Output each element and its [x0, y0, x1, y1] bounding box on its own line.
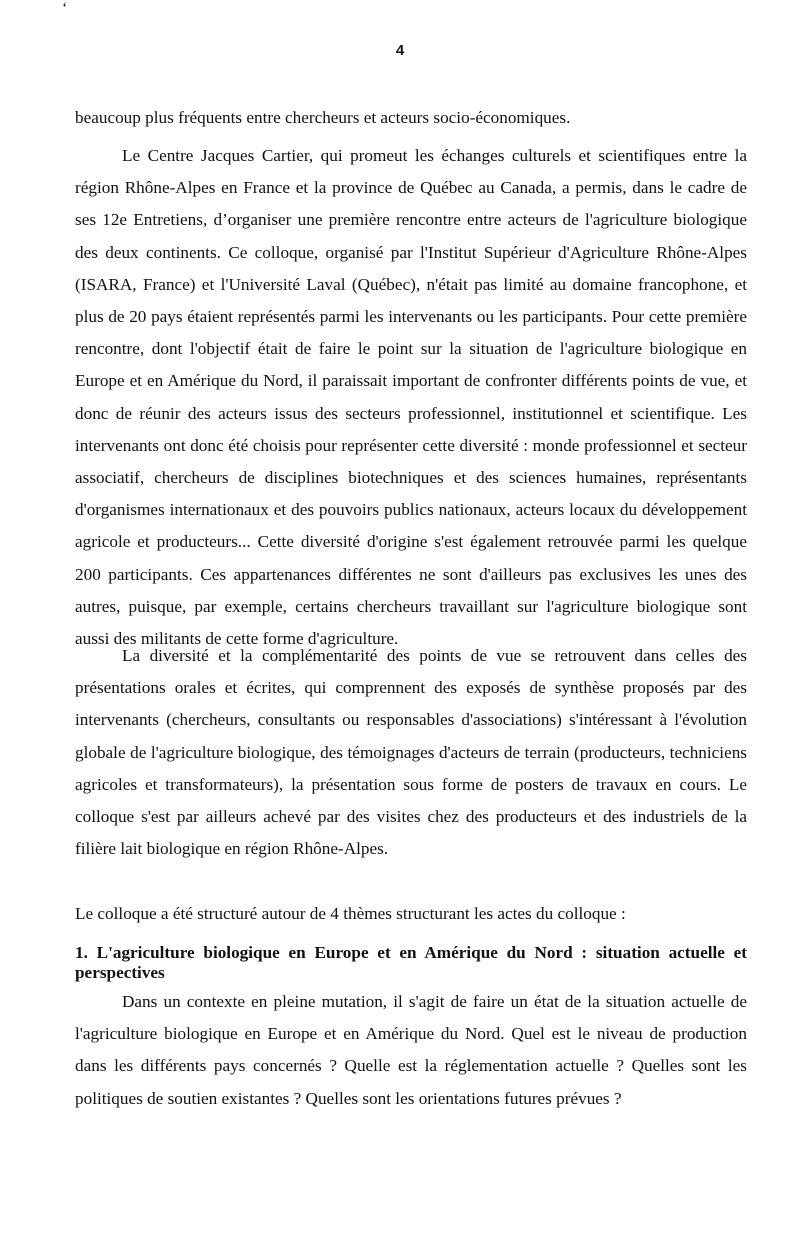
section-heading: 1. L'agriculture biologique en Europe et en Amérique du Nord : situation actuelle et perspectives — [75, 943, 747, 982]
section-paragraph: Dans un contexte en pleine mutation, il s'agit de faire un état de la situation actuelle de l'agriculture biologique en Europe et en Amérique du Nord. Quel est le niveau de production dans les différents pays concernés ? Quelle est la réglementation actuelle ? Quelles sont les politiques de soutien existantes ? Quelles sont les orientations futures prévues ? — [75, 992, 747, 1108]
page-number: 4 — [395, 42, 405, 59]
scan-mark: ʻ — [62, 0, 68, 17]
paragraph-intro-continuation: beaucoup plus fréquents entre chercheurs et acteurs socio-économiques. — [75, 108, 571, 127]
paragraph-diversite: La diversité et la complémentarité des points de vue se retrouvent dans celles des présentations orales et écrites, qui comprennent des exposés de synthèse proposés par des intervenants (chercheurs, consultants ou responsables d'associations) s'intéressant à l'évolution globale de l'agriculture biologique, des témoignages d'acteurs de terrain (producteurs, techniciens agricoles et transformateurs), la présentation sous forme de posters de travaux en cours. Le colloque s'est par ailleurs achevé par des visites chez des producteurs et des industriels de la filière lait biologique en région Rhône-Alpes. — [75, 646, 747, 859]
paragraph-structure: Le colloque a été structuré autour de 4 thèmes structurant les actes du colloque : — [75, 904, 626, 923]
paragraph-centre-jacques-cartier: Le Centre Jacques Cartier, qui promeut les échanges culturels et scientifiques entre la région Rhône-Alpes en France et la province de Québec au Canada, a permis, dans le cadre de ses 12e Entretiens, d’organiser une première rencontre entre acteurs de l'agriculture biologique des deux continents. Ce colloque, organisé par l'Institut Supérieur d'Agriculture Rhône-Alpes (ISARA, France) et l'Université Laval (Québec), n'était pas limité au domaine francophone, et plus de 20 pays étaient représentés parmi les intervenants ou les participants. Pour cette première rencontre, dont l'objectif était de faire le point sur la situation de l'agriculture biologique en Europe et en Amérique du Nord, il paraissait important de confronter différents points de vue, et donc de réunir des acteurs issus des secteurs professionnel, institutionnel et scientifique. Les intervenants ont donc été choisis pour représenter cette diversité : monde professionnel et secteur associatif, chercheurs de disciplines biotechniques et des sciences humaines, représentants d'organismes internationaux et des pouvoirs publics nationaux, acteurs locaux du développement agricole et producteurs... Cette diversité d'origine s'est également retrouvée parmi les quelque 200 participants. Ces appartenances différentes ne sont d'ailleurs pas exclusives les unes des autres, puisque, par exemple, certains chercheurs travaillant sur l'agriculture biologique sont aussi des militants de cette forme d'agriculture. — [75, 146, 747, 649]
